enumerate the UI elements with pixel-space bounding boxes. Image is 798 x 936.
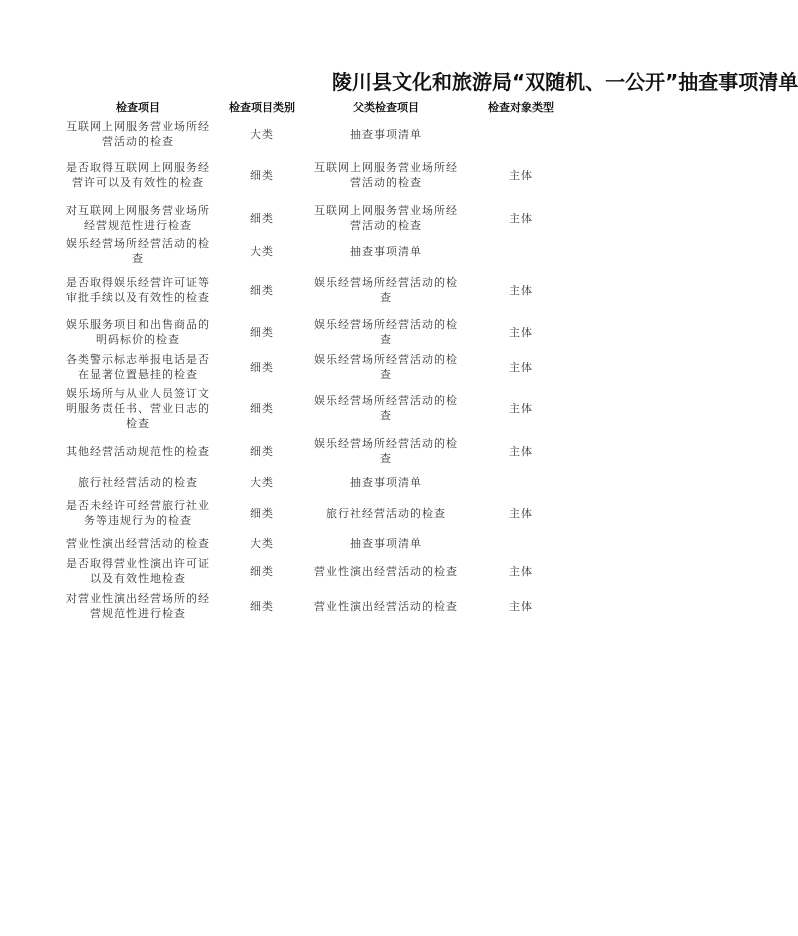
row-parent-cell-text: 娱乐经营场所经营活动的检查 — [314, 437, 458, 465]
table-row — [58, 236, 576, 266]
row-item-cell-text: 娱乐场所与从业人员签订文明服务责任书、营业日志的检查 — [66, 386, 210, 430]
table-row — [58, 350, 576, 384]
row-item-cell-text: 各类警示标志举报电话是否在显著位置悬挂的检查 — [66, 353, 210, 381]
row-category-cell-text: 细类 — [250, 360, 274, 374]
table-row — [58, 494, 576, 532]
row-item-cell — [58, 588, 218, 624]
row-target-cell — [466, 118, 576, 150]
row-parent-cell — [306, 432, 466, 470]
row-category-cell — [218, 532, 306, 554]
inspection-table — [58, 96, 576, 624]
row-target-cell-text: 主体 — [509, 506, 533, 520]
row-category-cell — [218, 236, 306, 266]
row-target-cell — [466, 384, 576, 432]
row-category-cell-text: 细类 — [250, 506, 274, 520]
row-item-cell — [58, 532, 218, 554]
row-target-cell-text: 主体 — [509, 325, 533, 339]
table-row — [58, 432, 576, 470]
table-row — [58, 384, 576, 432]
row-item-cell-text: 是否取得互联网上网服务经营许可以及有效性的检查 — [66, 161, 210, 189]
row-target-cell-text: 主体 — [509, 211, 533, 225]
row-category-cell — [218, 150, 306, 200]
row-target-cell-text: 主体 — [509, 401, 533, 415]
row-parent-cell-text: 营业性演出经营活动的检查 — [314, 599, 458, 613]
row-target-cell-text: 主体 — [509, 360, 533, 374]
table-row — [58, 588, 576, 624]
row-item-cell — [58, 494, 218, 532]
row-category-cell-text: 大类 — [250, 536, 274, 550]
row-target-cell — [466, 494, 576, 532]
row-target-cell-text: 主体 — [509, 564, 533, 578]
header-category: 检查项目类别 — [229, 101, 295, 114]
row-parent-cell-text: 娱乐经营场所经营活动的检查 — [314, 276, 458, 304]
row-item-cell — [58, 554, 218, 588]
row-parent-cell-text: 抽查事项清单 — [350, 127, 422, 141]
row-parent-cell — [306, 588, 466, 624]
row-category-cell-text: 细类 — [250, 564, 274, 578]
row-category-cell — [218, 350, 306, 384]
table-row — [58, 470, 576, 494]
row-target-cell — [466, 200, 576, 236]
row-parent-cell — [306, 350, 466, 384]
row-parent-cell — [306, 554, 466, 588]
row-parent-cell — [306, 470, 466, 494]
row-target-cell — [466, 432, 576, 470]
table-row — [58, 554, 576, 588]
row-item-cell-text: 娱乐服务项目和出售商品的明码标价的检查 — [66, 318, 210, 346]
row-category-cell-text: 细类 — [250, 401, 274, 415]
row-item-cell-text: 对营业性演出经营场所的经营规范性进行检查 — [66, 592, 210, 620]
row-item-cell-text: 旅行社经营活动的检查 — [78, 475, 198, 489]
row-parent-cell-text: 抽查事项清单 — [350, 475, 422, 489]
table-row — [58, 266, 576, 314]
row-category-cell — [218, 588, 306, 624]
table-row — [58, 150, 576, 200]
row-category-cell-text: 细类 — [250, 599, 274, 613]
row-parent-cell — [306, 200, 466, 236]
row-parent-cell — [306, 266, 466, 314]
row-item-cell-text: 是否取得娱乐经营许可证等审批手续以及有效性的检查 — [66, 276, 210, 304]
row-parent-cell-text: 营业性演出经营活动的检查 — [314, 564, 458, 578]
row-target-cell — [466, 314, 576, 350]
table-header-row — [58, 96, 576, 118]
row-target-cell-text: 主体 — [509, 168, 533, 182]
row-parent-cell-text: 娱乐经营场所经营活动的检查 — [314, 353, 458, 381]
row-category-cell-text: 细类 — [250, 168, 274, 182]
row-item-cell — [58, 200, 218, 236]
row-item-cell — [58, 470, 218, 494]
row-target-cell — [466, 236, 576, 266]
row-parent-cell-text: 娱乐经营场所经营活动的检查 — [314, 394, 458, 422]
row-category-cell — [218, 118, 306, 150]
row-category-cell — [218, 470, 306, 494]
row-target-cell-text: 主体 — [509, 283, 533, 297]
row-category-cell — [218, 314, 306, 350]
row-parent-cell-text: 互联网上网服务营业场所经营活动的检查 — [314, 204, 458, 232]
row-category-cell — [218, 384, 306, 432]
row-item-cell — [58, 150, 218, 200]
row-item-cell-text: 其他经营活动规范性的检查 — [66, 444, 210, 458]
row-target-cell — [466, 532, 576, 554]
row-category-cell-text: 细类 — [250, 444, 274, 458]
table-row — [58, 200, 576, 236]
row-category-cell — [218, 266, 306, 314]
row-category-cell — [218, 200, 306, 236]
row-item-cell — [58, 118, 218, 150]
row-category-cell-text: 大类 — [250, 475, 274, 489]
table-row — [58, 314, 576, 350]
row-target-cell — [466, 150, 576, 200]
row-item-cell — [58, 384, 218, 432]
row-parent-cell-text: 抽查事项清单 — [350, 244, 422, 258]
row-parent-cell — [306, 314, 466, 350]
table-body — [58, 118, 576, 624]
row-target-cell — [466, 266, 576, 314]
row-parent-cell-text: 旅行社经营活动的检查 — [326, 506, 446, 520]
row-target-cell-text: 主体 — [509, 444, 533, 458]
row-parent-cell-text: 娱乐经营场所经营活动的检查 — [314, 318, 458, 346]
row-item-cell-text: 是否取得营业性演出许可证以及有效性地检查 — [66, 557, 210, 585]
header-parent: 父类检查项目 — [353, 101, 419, 114]
row-category-cell — [218, 494, 306, 532]
row-category-cell-text: 大类 — [250, 127, 274, 141]
row-item-cell — [58, 314, 218, 350]
row-parent-cell — [306, 236, 466, 266]
row-parent-cell — [306, 494, 466, 532]
row-category-cell — [218, 554, 306, 588]
row-target-cell — [466, 588, 576, 624]
row-target-cell — [466, 554, 576, 588]
row-item-cell — [58, 350, 218, 384]
row-target-cell-text: 主体 — [509, 599, 533, 613]
row-item-cell-text: 是否未经许可经营旅行社业务等违规行为的检查 — [66, 499, 210, 527]
row-item-cell-text: 娱乐经营场所经营活动的检查 — [66, 237, 210, 265]
row-item-cell-text: 对互联网上网服务营业场所经营规范性进行检查 — [66, 204, 210, 232]
header-item: 检查项目 — [116, 101, 160, 114]
row-item-cell — [58, 432, 218, 470]
row-item-cell — [58, 266, 218, 314]
row-parent-cell — [306, 150, 466, 200]
row-category-cell-text: 细类 — [250, 325, 274, 339]
row-category-cell-text: 细类 — [250, 211, 274, 225]
table-row — [58, 532, 576, 554]
row-item-cell — [58, 236, 218, 266]
table-row — [58, 118, 576, 150]
row-parent-cell — [306, 118, 466, 150]
row-category-cell-text: 大类 — [250, 244, 274, 258]
row-parent-cell — [306, 532, 466, 554]
header-target: 检查对象类型 — [488, 101, 554, 114]
row-parent-cell-text: 互联网上网服务营业场所经营活动的检查 — [314, 161, 458, 189]
row-category-cell-text: 细类 — [250, 283, 274, 297]
row-parent-cell-text: 抽查事项清单 — [350, 536, 422, 550]
row-target-cell — [466, 350, 576, 384]
page-title: 陵川县文化和旅游局“双随机、一公开”抽查事项清单 — [332, 70, 798, 94]
row-item-cell-text: 互联网上网服务营业场所经营活动的检查 — [66, 120, 210, 148]
row-item-cell-text: 营业性演出经营活动的检查 — [66, 536, 210, 550]
row-category-cell — [218, 432, 306, 470]
row-target-cell — [466, 470, 576, 494]
row-parent-cell — [306, 384, 466, 432]
